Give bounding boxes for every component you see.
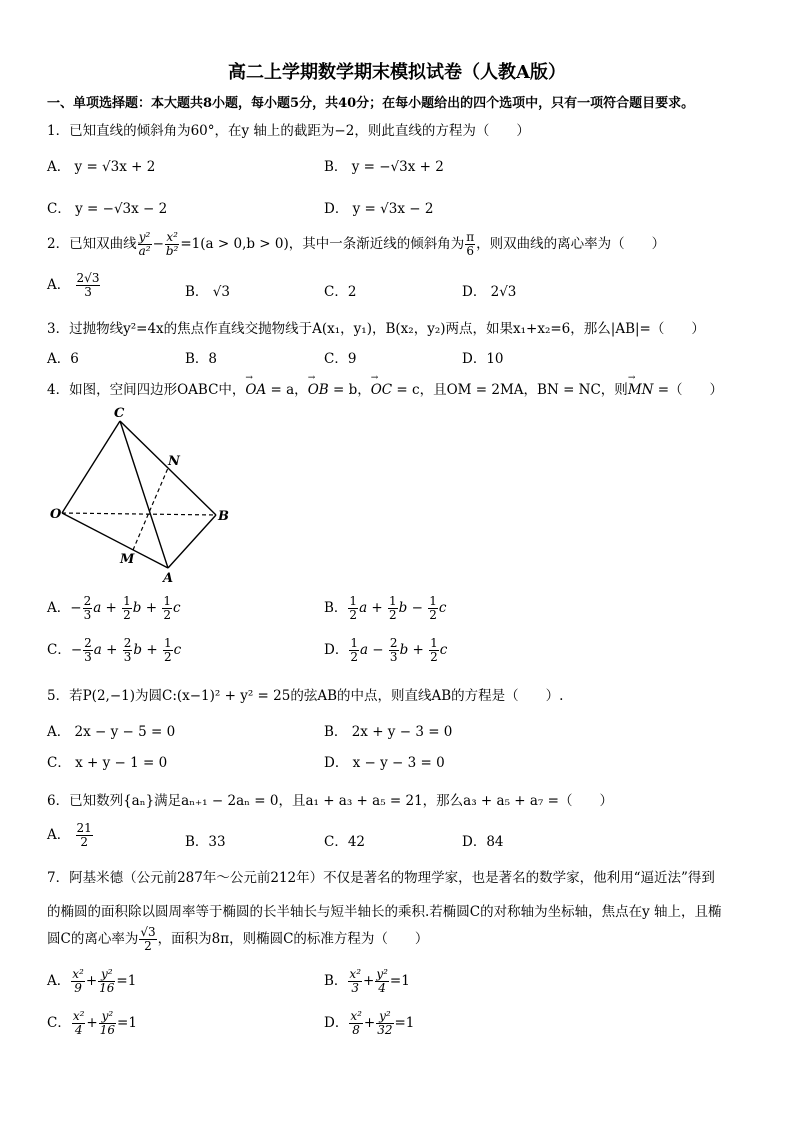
q6-option-c[interactable]: C．42 [324, 834, 366, 850]
label-n: N [168, 454, 180, 469]
q2-stem: 2．已知双曲线 $\frac{\text{y²}}{\text{a²}}$ − $\frac{\text{x²}}{\text{b²}}$ =1(a > 0,b > 0)，其中一条渐近线的倾斜角为 $\frac{\pi}{6}$ ，则双曲线的离心率为（ ） [47, 230, 666, 259]
q3-option-d[interactable]: D．10 [462, 351, 504, 367]
exam-title: 高二上学期数学期末模拟试卷（人教A版） [228, 62, 566, 83]
q6-option-b[interactable]: B．33 [185, 834, 226, 850]
q2-stem-pre: 2．已知双曲线 [47, 236, 137, 253]
label-a: A [163, 571, 174, 585]
vector-ob: → OB [308, 382, 329, 398]
q2-frac-y: $\frac{\text{y²}}{\text{a²}}$ [138, 230, 151, 259]
vector-mn: → MN [628, 382, 654, 398]
q2-option-b[interactable]: B． √3 [185, 284, 230, 300]
q5-stem: 5．若P(2,−1)为圆C:(x−1)² + y² = 25的弦AB的中点，则直线AB的方程是（ ）. [47, 688, 564, 704]
q3-option-b[interactable]: B．8 [185, 351, 218, 367]
q2-option-d[interactable]: D． 2√3 [462, 284, 517, 300]
q4-option-b[interactable]: B． $\frac{1}{2}$ a + $\frac{1}{2}$ b − $\frac{1}{2}$ c [324, 594, 447, 623]
q1-option-a[interactable]: A． y = √3x + 2 [47, 159, 156, 175]
label-o: O [50, 507, 62, 522]
q1-option-c[interactable]: C． y = −√3x − 2 [47, 201, 168, 217]
label-c: C [114, 406, 125, 421]
q2-option-a[interactable]: A． $\frac{2√3}{3}$ [47, 271, 100, 300]
q4-option-a[interactable]: A．− $\frac{2}{3}$ a + $\frac{1}{2}$ b + $\frac{1}{2}$ c [47, 594, 181, 623]
q3-option-c[interactable]: C．9 [324, 351, 357, 367]
q7-line-2: 的椭圆的面积除以圆周率等于椭圆的长半轴长与短半轴长的乘积.若椭圆C的对称轴为坐标轴，焦点在y 轴上，且椭 [47, 904, 722, 920]
q7-option-a[interactable]: A． $\frac{\text{x²}}{9}$ + $\frac{\text{y²}}{16}$ =1 [47, 967, 137, 996]
label-m: M [120, 552, 135, 567]
q5-option-d[interactable]: D． x − y − 3 = 0 [324, 755, 445, 771]
q7-option-d[interactable]: D． $\frac{\text{x²}}{8}$ + $\frac{\text{y²}}{32}$ =1 [324, 1009, 415, 1038]
q5-option-b[interactable]: B． 2x + y − 3 = 0 [324, 724, 453, 740]
q5-option-a[interactable]: A． 2x − y − 5 = 0 [47, 724, 176, 740]
q4-option-d[interactable]: D． $\frac{1}{2}$ a − $\frac{2}{3}$ b + $\frac{1}{2}$ c [324, 636, 448, 665]
q6-option-a[interactable]: A． $\frac{21}{2}$ [47, 821, 92, 850]
q2-option-c[interactable]: C．2 [324, 284, 357, 300]
q7-line-3: 圆C的离心率为 $\frac{√3}{2}$ ，面积为8π，则椭圆C的标准方程为（ ） [47, 925, 429, 954]
vector-oa: → OA [245, 382, 266, 398]
q1-stem: 1．已知直线的倾斜角为60°，在y 轴上的截距为−2，则此直线的方程为（ ） [47, 123, 530, 139]
section-heading: 一、单项选择题：本大题共8小题，每小题5分，共40分；在每小题给出的四个选项中，只有一项符合题目要求。 [47, 96, 695, 111]
q6-stem: 6．已知数列{aₙ}满足aₙ₊₁ − 2aₙ = 0，且a₁ + a₃ + a₅ = 21，那么a₃ + a₅ + a₇ =（ ） [47, 793, 613, 809]
tetrahedron-figure [50, 405, 240, 585]
q4-option-c[interactable]: C．− $\frac{2}{3}$ a + $\frac{2}{3}$ b + $\frac{1}{2}$ c [47, 636, 182, 665]
q1-option-b[interactable]: B． y = −√3x + 2 [324, 159, 444, 175]
q2-frac-angle: $\frac{\pi}{6}$ [466, 230, 475, 259]
q5-option-c[interactable]: C． x + y − 1 = 0 [47, 755, 168, 771]
q1-option-d[interactable]: D． y = √3x − 2 [324, 201, 434, 217]
q2-stem-mid: =1(a > 0,b > 0)，其中一条渐近线的倾斜角为 [180, 236, 465, 253]
q3-stem: 3．过抛物线y²=4x的焦点作直线交抛物线于A(x₁，y₁)，B(x₂，y₂)两点，如果x₁+x₂=6，那么|AB|=（ ） [47, 321, 705, 337]
q6-option-d[interactable]: D．84 [462, 834, 504, 850]
q7-option-b[interactable]: B． $\frac{\text{x²}}{3}$ + $\frac{\text{y²}}{4}$ =1 [324, 967, 410, 996]
vector-oc: → OC [371, 382, 392, 398]
q7-line-1: 7．阿基米德（公元前287年～公元前212年）不仅是著名的物理学家，也是著名的数学家，他利用“逼近法”得到 [47, 870, 715, 886]
q7-option-c[interactable]: C． $\frac{\text{x²}}{4}$ + $\frac{\text{y²}}{16}$ =1 [47, 1009, 137, 1038]
q4-stem: 4．如图，空间四边形OABC中，→ OA = a，→ OB = b，→ OC = c，且OM = 2MA，BN = NC，则→ MN =（ ） [47, 378, 723, 398]
label-b: B [218, 509, 229, 524]
q3-option-a[interactable]: A．6 [47, 351, 79, 367]
q2-stem-post: ，则双曲线的离心率为（ ） [476, 236, 666, 253]
q2-frac-x: $\frac{\text{x²}}{\text{b²}}$ [165, 230, 179, 259]
